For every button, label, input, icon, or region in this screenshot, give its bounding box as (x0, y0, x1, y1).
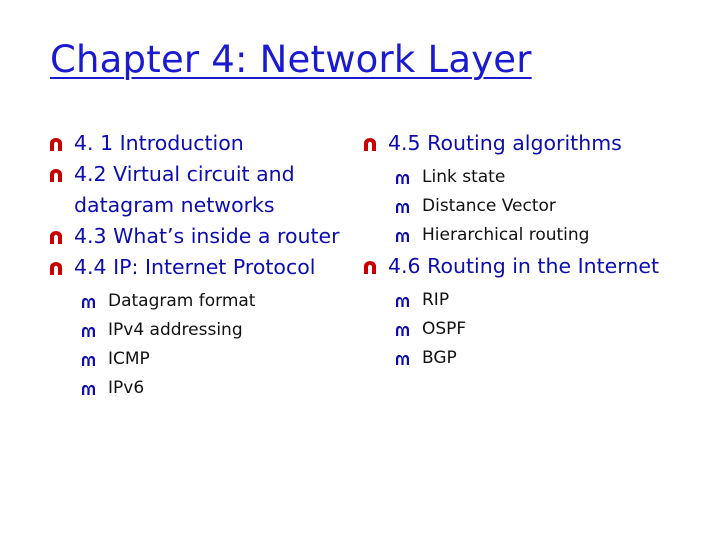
sub-bullet-text: RIP (422, 290, 450, 310)
left-column (47, 128, 347, 403)
sub-bullet-text: Hierarchical routing (422, 225, 590, 245)
sub-bullet-item (47, 345, 347, 374)
bullet-item (47, 252, 347, 283)
bullet-text: 4.4 IP: Internet Protocol (74, 255, 316, 279)
ring-bullet-icon (49, 231, 63, 244)
arches-bullet-icon (82, 298, 95, 308)
bullet-text: 4.3 What’s inside a router (74, 224, 340, 248)
arches-bullet-icon (396, 297, 409, 307)
sub-bullet-item (47, 316, 347, 345)
arches-bullet-icon (396, 232, 409, 242)
arches-bullet-icon (396, 355, 409, 365)
ring-bullet-icon (363, 261, 377, 274)
arches-bullet-icon (82, 327, 95, 337)
sub-bullet-text: BGP (422, 348, 457, 368)
arches-bullet-icon (82, 385, 95, 395)
sub-bullet-text: IPv4 addressing (108, 320, 243, 340)
slide-title: Chapter 4: Network Layer (50, 38, 532, 81)
ring-bullet-icon (49, 138, 63, 151)
bullet-text: 4.2 Virtual circuit and datagram networks (74, 162, 295, 217)
sub-list-internet (361, 286, 691, 373)
sub-bullet-text: Link state (422, 167, 506, 187)
bullet-item (47, 221, 347, 252)
arches-bullet-icon (82, 356, 95, 366)
sub-bullet-item (361, 286, 691, 315)
sub-bullet-item (47, 374, 347, 403)
arches-bullet-icon (396, 203, 409, 213)
sub-bullet-item (361, 221, 691, 250)
sub-list-ip (47, 287, 347, 403)
bullet-item (47, 128, 347, 159)
bullet-text: 4. 1 Introduction (74, 131, 244, 155)
bullet-item (361, 251, 691, 282)
bullet-text: 4.6 Routing in the Internet (388, 254, 659, 278)
bullet-item (361, 128, 691, 159)
sub-bullet-text: IPv6 (108, 378, 145, 398)
sub-bullet-text: OSPF (422, 319, 467, 339)
sub-bullet-item (361, 344, 691, 373)
right-column (361, 128, 691, 373)
sub-bullet-item (47, 287, 347, 316)
arches-bullet-icon (396, 326, 409, 336)
ring-bullet-icon (363, 138, 377, 151)
sub-bullet-text: Datagram format (108, 291, 256, 311)
sub-bullet-item (361, 163, 691, 192)
bullet-text: 4.5 Routing algorithms (388, 131, 622, 155)
sub-bullet-text: ICMP (108, 349, 150, 369)
sub-bullet-item (361, 192, 691, 221)
sub-list-routing (361, 163, 691, 250)
sub-bullet-text: Distance Vector (422, 196, 556, 216)
ring-bullet-icon (49, 169, 63, 182)
ring-bullet-icon (49, 262, 63, 275)
sub-bullet-item (361, 315, 691, 344)
arches-bullet-icon (396, 174, 409, 184)
bullet-item (47, 159, 347, 221)
